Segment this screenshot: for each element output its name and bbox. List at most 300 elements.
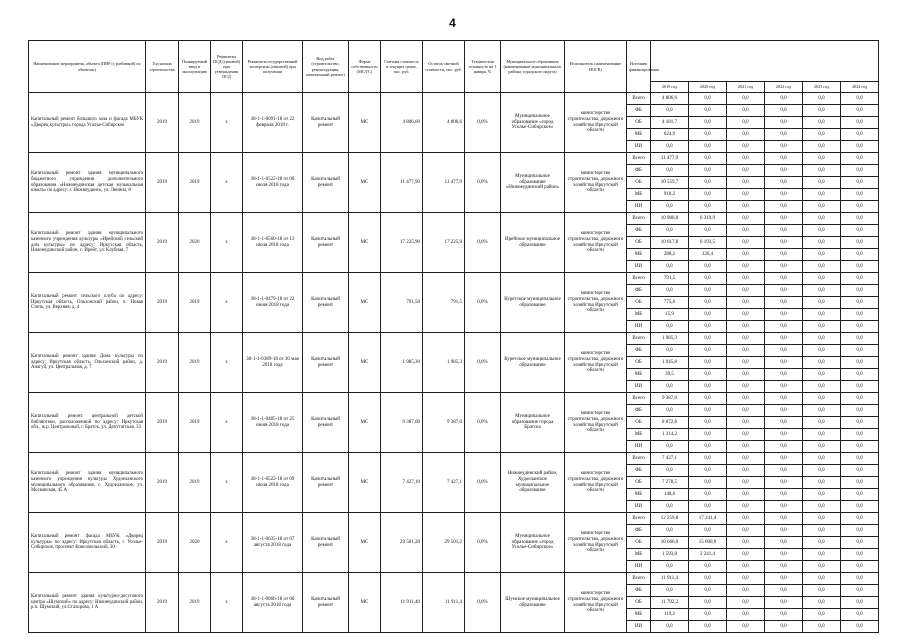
funding-value: 0,0 bbox=[765, 345, 803, 357]
funding-value: 0,0 bbox=[765, 597, 803, 609]
funding-value: 0,0 bbox=[765, 153, 803, 165]
header-municipality: Муниципальное образование (наименование муниципального района, городского округа) bbox=[501, 41, 565, 93]
funding-value: 0,0 bbox=[841, 525, 879, 537]
funding-value: 0,0 bbox=[841, 393, 879, 405]
funding-value: 0,0 bbox=[727, 213, 765, 225]
object-name: Капитальный ремонт здания муниципального бюджетного учреждения дополнительного образования «Нижнеудинская детская музыкальная школа» по адресу: г. Нижнеудинск, ул. Ленина, 8 bbox=[29, 153, 146, 213]
funding-value: 0,0 bbox=[765, 177, 803, 189]
remaining-cost: 11 477,9 bbox=[423, 153, 465, 213]
municipality: Ирейское муниципальное образование bbox=[501, 213, 565, 273]
readiness-percent: 0,0% bbox=[465, 573, 501, 633]
finish-year: 2020 bbox=[179, 513, 211, 573]
header-work-type: Вид работ (строительство, реконструкция, капитальный ремонт) bbox=[303, 41, 349, 93]
funding-value: 0,0 bbox=[689, 381, 727, 393]
funding-source-label: ФБ bbox=[627, 105, 651, 117]
funding-value: 0,0 bbox=[689, 597, 727, 609]
funding-value: 6 319,9 bbox=[689, 213, 727, 225]
funding-value: 2 241,4 bbox=[689, 549, 727, 561]
funding-value: 0,0 bbox=[803, 537, 841, 549]
header-form: Форма собственности (МС/ГС) bbox=[349, 41, 381, 93]
remaining-cost: 17 225,9 bbox=[423, 213, 465, 273]
header-years-group bbox=[651, 41, 879, 82]
funding-source-label: МБ bbox=[627, 609, 651, 621]
funding-value: 0,0 bbox=[651, 621, 689, 633]
psd-details: x bbox=[211, 513, 243, 573]
ownership-form: МС bbox=[349, 573, 381, 633]
remaining-cost: 1 985,3 bbox=[423, 333, 465, 393]
funding-value: 0,0 bbox=[803, 105, 841, 117]
funding-value: 0,0 bbox=[803, 141, 841, 153]
municipality: Муниципальное образование города Братска bbox=[501, 393, 565, 453]
estimated-cost: 1 985,30 bbox=[381, 333, 423, 393]
funding-value: 0,0 bbox=[841, 237, 879, 249]
funding-value: 0,0 bbox=[765, 117, 803, 129]
funding-value: 0,0 bbox=[803, 249, 841, 261]
header-year: 2021 год bbox=[727, 82, 765, 93]
funding-value: 0,0 bbox=[727, 573, 765, 585]
psd-details: x bbox=[211, 273, 243, 333]
finish-year: 2019 bbox=[179, 453, 211, 513]
funding-value: 0,0 bbox=[841, 561, 879, 573]
funding-value: 0,0 bbox=[803, 489, 841, 501]
funding-value: 0,0 bbox=[727, 597, 765, 609]
funding-value: 0,0 bbox=[841, 345, 879, 357]
funding-value: 0,0 bbox=[803, 357, 841, 369]
estimated-cost: 9 387,00 bbox=[381, 393, 423, 453]
funding-value: 0,0 bbox=[803, 573, 841, 585]
funding-value: 0,0 bbox=[651, 465, 689, 477]
municipality: Нижнеудинский район, Худоеланское муниципальное образование bbox=[501, 453, 565, 513]
funding-source-label: ИИ bbox=[627, 321, 651, 333]
work-type: Капитальный ремонт bbox=[303, 93, 349, 153]
funding-value: 0,0 bbox=[765, 441, 803, 453]
funding-value: 0,0 bbox=[727, 369, 765, 381]
funding-value: 0,0 bbox=[765, 297, 803, 309]
funding-value: 0,0 bbox=[689, 357, 727, 369]
funding-value: 0,0 bbox=[689, 141, 727, 153]
finish-year: 2019 bbox=[179, 153, 211, 213]
remaining-cost: 791,5 bbox=[423, 273, 465, 333]
funding-value: 0,0 bbox=[727, 105, 765, 117]
funding-value: 0,0 bbox=[841, 429, 879, 441]
funding-source-label: МБ bbox=[627, 369, 651, 381]
funding-value: 0,0 bbox=[765, 525, 803, 537]
municipality: Муниципальное образование «Нижнеудинский район» bbox=[501, 153, 565, 213]
funding-value: 0,0 bbox=[727, 321, 765, 333]
municipality: Муниципальное образование «город Усолье-Сибирское» bbox=[501, 513, 565, 573]
funding-value: 0,0 bbox=[727, 189, 765, 201]
funding-value: 0,0 bbox=[765, 621, 803, 633]
funding-value: 0,0 bbox=[841, 549, 879, 561]
funding-value: 0,0 bbox=[803, 117, 841, 129]
funding-value: 0,0 bbox=[689, 165, 727, 177]
table-row bbox=[29, 333, 879, 345]
ownership-form: МС bbox=[349, 93, 381, 153]
funding-value: 0,0 bbox=[803, 297, 841, 309]
readiness-percent: 0,0% bbox=[465, 453, 501, 513]
funding-source-label: ОБ bbox=[627, 297, 651, 309]
readiness-percent: 0,0% bbox=[465, 333, 501, 393]
funding-value: 0,0 bbox=[727, 225, 765, 237]
funding-value: 9 387,0 bbox=[651, 393, 689, 405]
funding-source-label: ФБ bbox=[627, 225, 651, 237]
header-executor: Исполнитель (наименование ИОГВ) bbox=[565, 41, 627, 93]
funding-value: 0,0 bbox=[765, 393, 803, 405]
funding-source-label: ФБ bbox=[627, 405, 651, 417]
funding-value: 0,0 bbox=[841, 225, 879, 237]
funding-source-label: ОБ bbox=[627, 237, 651, 249]
funding-value: 0,0 bbox=[841, 453, 879, 465]
funding-source-label: Всего bbox=[627, 93, 651, 105]
funding-value: 0,0 bbox=[765, 165, 803, 177]
funding-source-label: ОБ bbox=[627, 417, 651, 429]
funding-value: 0,0 bbox=[727, 333, 765, 345]
object-name: Капитальный ремонт здания Дома культуры по адресу: Иркутская область, Ольхонский район, д. Анагуй, ул. Центральная, д. 7 bbox=[29, 333, 146, 393]
funding-value: 17 241,4 bbox=[689, 513, 727, 525]
funding-value: 0,0 bbox=[727, 297, 765, 309]
funding-value: 7 427,1 bbox=[651, 453, 689, 465]
expertise-details: 38-1-1-0666-18 от 06 августа 2018 года bbox=[243, 573, 303, 633]
funding-value: 0,0 bbox=[841, 141, 879, 153]
funding-value: 0,0 bbox=[841, 177, 879, 189]
funding-value: 0,0 bbox=[803, 393, 841, 405]
header-year: 2024 год bbox=[841, 82, 879, 93]
funding-value: 0,0 bbox=[803, 549, 841, 561]
funding-value: 0,0 bbox=[727, 405, 765, 417]
funding-value: 0,0 bbox=[727, 417, 765, 429]
funding-value: 0,0 bbox=[803, 321, 841, 333]
object-name: Капитальный ремонт здания культурно-досугового центра «Шумский» по адресу: Нижнеудинский район, р.п. Шумский, ул.Стахорова, 1 А bbox=[29, 573, 146, 633]
funding-value: 0,0 bbox=[689, 369, 727, 381]
finish-year: 2019 bbox=[179, 333, 211, 393]
readiness-percent: 0,0% bbox=[465, 393, 501, 453]
funding-source-label: Всего bbox=[627, 333, 651, 345]
funding-value: 0,0 bbox=[651, 525, 689, 537]
funding-value: 0,0 bbox=[689, 273, 727, 285]
funding-value: 0,0 bbox=[765, 321, 803, 333]
funding-value: 0,0 bbox=[689, 345, 727, 357]
funding-value: 0,0 bbox=[727, 237, 765, 249]
expertise-details: 38-1-1-0479-18 от 22 июня 2018 года bbox=[243, 273, 303, 333]
funding-value: 0,0 bbox=[841, 153, 879, 165]
finish-year: 2019 bbox=[179, 393, 211, 453]
funding-value: 1 593,8 bbox=[651, 549, 689, 561]
funding-value: 0,0 bbox=[727, 429, 765, 441]
header-start-year: Год начала строительства bbox=[146, 41, 179, 93]
funding-value: 0,0 bbox=[803, 237, 841, 249]
funding-value: 7 278,5 bbox=[651, 477, 689, 489]
funding-value: 0,0 bbox=[803, 465, 841, 477]
funding-value: 0,0 bbox=[765, 369, 803, 381]
funding-value: 10 906,0 bbox=[651, 213, 689, 225]
funding-value: 0,0 bbox=[841, 477, 879, 489]
funding-value: 0,0 bbox=[765, 357, 803, 369]
funding-value: 0,0 bbox=[765, 465, 803, 477]
start-year: 2019 bbox=[146, 453, 179, 513]
funding-value: 0,0 bbox=[651, 201, 689, 213]
funding-value: 0,0 bbox=[803, 621, 841, 633]
funding-value: 0,0 bbox=[803, 561, 841, 573]
funding-source-label: МБ bbox=[627, 309, 651, 321]
work-type: Капитальный ремонт bbox=[303, 393, 349, 453]
funding-value: 0,0 bbox=[841, 501, 879, 513]
estimated-cost: 7 427,10 bbox=[381, 453, 423, 513]
funding-value: 0,0 bbox=[841, 273, 879, 285]
funding-value: 0,0 bbox=[651, 225, 689, 237]
funding-value: 0,0 bbox=[841, 117, 879, 129]
funding-source-label: ИИ bbox=[627, 261, 651, 273]
funding-value: 0,0 bbox=[727, 129, 765, 141]
object-name: Капитальный ремонт центральной детской библиотеки, расположенной по адресу: Иркутская обл., ж.р. Центральный, г. Братск, ул. Депутатская, 33 bbox=[29, 393, 146, 453]
funding-value: 0,0 bbox=[651, 165, 689, 177]
table-row bbox=[29, 453, 879, 465]
funding-source-label: ФБ bbox=[627, 165, 651, 177]
funding-value: 0,0 bbox=[841, 513, 879, 525]
funding-value: 0,0 bbox=[765, 549, 803, 561]
funding-value: 0,0 bbox=[651, 105, 689, 117]
funding-source-label: МБ bbox=[627, 189, 651, 201]
funding-value: 39,5 bbox=[651, 369, 689, 381]
funding-value: 624,9 bbox=[651, 129, 689, 141]
finish-year: 2019 bbox=[179, 93, 211, 153]
funding-value: 1 314,2 bbox=[651, 429, 689, 441]
funding-value: 791,5 bbox=[651, 273, 689, 285]
funding-value: 0,0 bbox=[689, 405, 727, 417]
funding-value: 0,0 bbox=[803, 273, 841, 285]
table-row bbox=[29, 273, 879, 285]
funding-value: 1 945,8 bbox=[651, 357, 689, 369]
funding-value: 0,0 bbox=[841, 261, 879, 273]
funding-value: 148,6 bbox=[651, 489, 689, 501]
funding-value: 0,0 bbox=[841, 105, 879, 117]
funding-value: 0,0 bbox=[841, 369, 879, 381]
funding-source-label: ИИ bbox=[627, 561, 651, 573]
funding-value: 0,0 bbox=[803, 177, 841, 189]
funding-value: 0,0 bbox=[689, 453, 727, 465]
funding-value: 0,0 bbox=[727, 501, 765, 513]
funding-value: 0,0 bbox=[727, 393, 765, 405]
funding-value: 0,0 bbox=[727, 489, 765, 501]
funding-value: 0,0 bbox=[727, 285, 765, 297]
funding-value: 119,2 bbox=[651, 609, 689, 621]
ownership-form: МС bbox=[349, 153, 381, 213]
funding-value: 0,0 bbox=[803, 525, 841, 537]
work-type: Капитальный ремонт bbox=[303, 273, 349, 333]
funding-value: 0,0 bbox=[841, 93, 879, 105]
funding-source-label: ОБ bbox=[627, 537, 651, 549]
funding-value: 4 806,6 bbox=[651, 93, 689, 105]
funding-source-label: ОБ bbox=[627, 477, 651, 489]
funding-value: 0,0 bbox=[727, 249, 765, 261]
funding-source-label: ОБ bbox=[627, 357, 651, 369]
object-name: Капитальный ремонт здания муниципального казенного учреждения культуры Худоеланского муниципального образования, с. Худоеланское, ул. Московская, 45 А bbox=[29, 453, 146, 513]
funding-value: 11 911,4 bbox=[651, 573, 689, 585]
psd-details: x bbox=[211, 93, 243, 153]
funding-value: 0,0 bbox=[727, 117, 765, 129]
header-name: Наименование мероприятия, объекта (ПИР (с разбивкой) по объектам) bbox=[29, 41, 146, 93]
start-year: 2019 bbox=[146, 213, 179, 273]
funding-value: 0,0 bbox=[803, 201, 841, 213]
funding-value: 0,0 bbox=[841, 129, 879, 141]
funding-value: 0,0 bbox=[803, 93, 841, 105]
funding-value: 10 666,0 bbox=[651, 537, 689, 549]
funding-value: 0,0 bbox=[765, 273, 803, 285]
funding-value: 0,0 bbox=[803, 513, 841, 525]
funding-value: 0,0 bbox=[689, 321, 727, 333]
funding-value: 0,0 bbox=[803, 585, 841, 597]
page-number: 4 bbox=[449, 16, 456, 30]
funding-value: 126,4 bbox=[689, 249, 727, 261]
funding-source-label: ФБ bbox=[627, 585, 651, 597]
funding-value: 0,0 bbox=[689, 201, 727, 213]
funding-value: 0,0 bbox=[689, 309, 727, 321]
funding-value: 0,0 bbox=[803, 441, 841, 453]
funding-value: 10 559,7 bbox=[651, 177, 689, 189]
funding-source-label: Всего bbox=[627, 393, 651, 405]
funding-value: 0,0 bbox=[841, 333, 879, 345]
ownership-form: МС bbox=[349, 333, 381, 393]
funding-value: 0,0 bbox=[727, 345, 765, 357]
work-type: Капитальный ремонт bbox=[303, 513, 349, 573]
funding-value: 0,0 bbox=[727, 165, 765, 177]
funding-value: 0,0 bbox=[727, 465, 765, 477]
funding-value: 0,0 bbox=[689, 501, 727, 513]
funding-value: 8 072,8 bbox=[651, 417, 689, 429]
psd-details: x bbox=[211, 393, 243, 453]
funding-value: 0,0 bbox=[765, 405, 803, 417]
funding-value: 0,0 bbox=[841, 201, 879, 213]
funding-value: 0,0 bbox=[803, 165, 841, 177]
municipality: Муниципальное образование «город Усолье-Сибирское» bbox=[501, 93, 565, 153]
expertise-details: 38-1-1-0635-18 от 07 августа 2018 года bbox=[243, 513, 303, 573]
start-year: 2019 bbox=[146, 273, 179, 333]
funding-source-label: ИИ bbox=[627, 141, 651, 153]
funding-value: 0,0 bbox=[689, 261, 727, 273]
funding-value: 0,0 bbox=[765, 189, 803, 201]
funding-source-label: Всего bbox=[627, 273, 651, 285]
funding-value: 0,0 bbox=[689, 105, 727, 117]
ownership-form: МС bbox=[349, 513, 381, 573]
executor: министерство строительства, дорожного хозяйства Иркутской области bbox=[565, 153, 627, 213]
funding-value: 0,0 bbox=[841, 537, 879, 549]
funding-value: 0,0 bbox=[765, 201, 803, 213]
funding-value: 0,0 bbox=[841, 321, 879, 333]
readiness-percent: 0,0% bbox=[465, 153, 501, 213]
executor: министерство строительства, дорожного хозяйства Иркутской области bbox=[565, 393, 627, 453]
funding-value: 0,0 bbox=[651, 285, 689, 297]
funding-value: 0,0 bbox=[727, 201, 765, 213]
executor: министерство строительства, дорожного хозяйства Иркутской области bbox=[565, 93, 627, 153]
funding-value: 0,0 bbox=[727, 261, 765, 273]
funding-value: 0,0 bbox=[803, 225, 841, 237]
work-type: Капитальный ремонт bbox=[303, 153, 349, 213]
funding-source-label: ОБ bbox=[627, 117, 651, 129]
work-type: Капитальный ремонт bbox=[303, 213, 349, 273]
funding-value: 0,0 bbox=[689, 561, 727, 573]
municipality: Шумское муниципальное образование bbox=[501, 573, 565, 633]
readiness-percent: 0,0% bbox=[465, 93, 501, 153]
table-row bbox=[29, 213, 879, 225]
funding-value: 0,0 bbox=[803, 453, 841, 465]
table-row bbox=[29, 393, 879, 405]
executor: министерство строительства, дорожного хозяйства Иркутской области bbox=[565, 333, 627, 393]
funding-value: 0,0 bbox=[841, 489, 879, 501]
funding-value: 4 181,7 bbox=[651, 117, 689, 129]
funding-source-label: Всего bbox=[627, 213, 651, 225]
funding-value: 0,0 bbox=[765, 249, 803, 261]
funding-value: 0,0 bbox=[841, 441, 879, 453]
table-row bbox=[29, 513, 879, 525]
estimated-cost: 17 225,90 bbox=[381, 213, 423, 273]
remaining-cost: 11 911,4 bbox=[423, 573, 465, 633]
funding-value: 0,0 bbox=[727, 141, 765, 153]
funding-value: 0,0 bbox=[765, 453, 803, 465]
funding-value: 15,9 bbox=[651, 309, 689, 321]
expertise-details: 38-1-1-0522-18 от 06 июля 2018 года bbox=[243, 153, 303, 213]
funding-source-label: ИИ bbox=[627, 381, 651, 393]
funding-source-label: ФБ bbox=[627, 525, 651, 537]
funding-value: 1 985,3 bbox=[651, 333, 689, 345]
funding-source-label: МБ bbox=[627, 129, 651, 141]
funding-value: 0,0 bbox=[651, 405, 689, 417]
funding-source-label: Всего bbox=[627, 153, 651, 165]
funding-value: 0,0 bbox=[803, 477, 841, 489]
funding-value: 0,0 bbox=[841, 189, 879, 201]
funding-value: 12 259,8 bbox=[651, 513, 689, 525]
funding-value: 0,0 bbox=[727, 381, 765, 393]
start-year: 2019 bbox=[146, 333, 179, 393]
remaining-cost: 9 387,0 bbox=[423, 393, 465, 453]
funding-value: 0,0 bbox=[651, 381, 689, 393]
funding-value: 0,0 bbox=[651, 345, 689, 357]
header-estimated-cost: Сметная стоимость в текущих ценах, тыс. руб. bbox=[381, 41, 423, 93]
funding-value: 0,0 bbox=[841, 297, 879, 309]
object-name: Капитальный ремонт здания муниципального казенного учреждения культуры «Ирейский сельский дом культуры» по адресу: Иркутская область, Нижнеудинский район, с. Ирейт, ул. Клубная, 7 bbox=[29, 213, 146, 273]
funding-value: 0,0 bbox=[689, 297, 727, 309]
header-funding-source: Источник финансирования bbox=[627, 41, 651, 93]
funding-value: 0,0 bbox=[689, 177, 727, 189]
funding-value: 0,0 bbox=[765, 429, 803, 441]
funding-value: 0,0 bbox=[689, 189, 727, 201]
start-year: 2019 bbox=[146, 573, 179, 633]
funding-source-label: ИИ bbox=[627, 501, 651, 513]
executor: министерство строительства, дорожного хозяйства Иркутской области bbox=[565, 513, 627, 573]
funding-value: 0,0 bbox=[689, 429, 727, 441]
funding-source-label: МБ bbox=[627, 489, 651, 501]
estimated-cost: 791,50 bbox=[381, 273, 423, 333]
funding-value: 6 193,5 bbox=[689, 237, 727, 249]
psd-details: x bbox=[211, 213, 243, 273]
funding-value: 0,0 bbox=[689, 621, 727, 633]
funding-value: 0,0 bbox=[689, 417, 727, 429]
funding-value: 775,6 bbox=[651, 297, 689, 309]
funding-source-label: ИИ bbox=[627, 621, 651, 633]
funding-value: 0,0 bbox=[841, 621, 879, 633]
readiness-percent: 0,0% bbox=[465, 273, 501, 333]
funding-value: 288,2 bbox=[651, 249, 689, 261]
funding-value: 0,0 bbox=[841, 585, 879, 597]
funding-source-label: ОБ bbox=[627, 597, 651, 609]
expertise-details: 38-1-1-0560-18 от 13 июля 2018 года bbox=[243, 213, 303, 273]
funding-value: 0,0 bbox=[689, 93, 727, 105]
header-remaining-cost: Остаток сметной стоимости, тыс. руб. bbox=[423, 41, 465, 93]
funding-value: 0,0 bbox=[803, 405, 841, 417]
funding-source-label: МБ bbox=[627, 429, 651, 441]
funding-value: 0,0 bbox=[727, 453, 765, 465]
funding-value: 0,0 bbox=[803, 417, 841, 429]
estimated-cost: 29 501,20 bbox=[381, 513, 423, 573]
funding-value: 0,0 bbox=[727, 357, 765, 369]
